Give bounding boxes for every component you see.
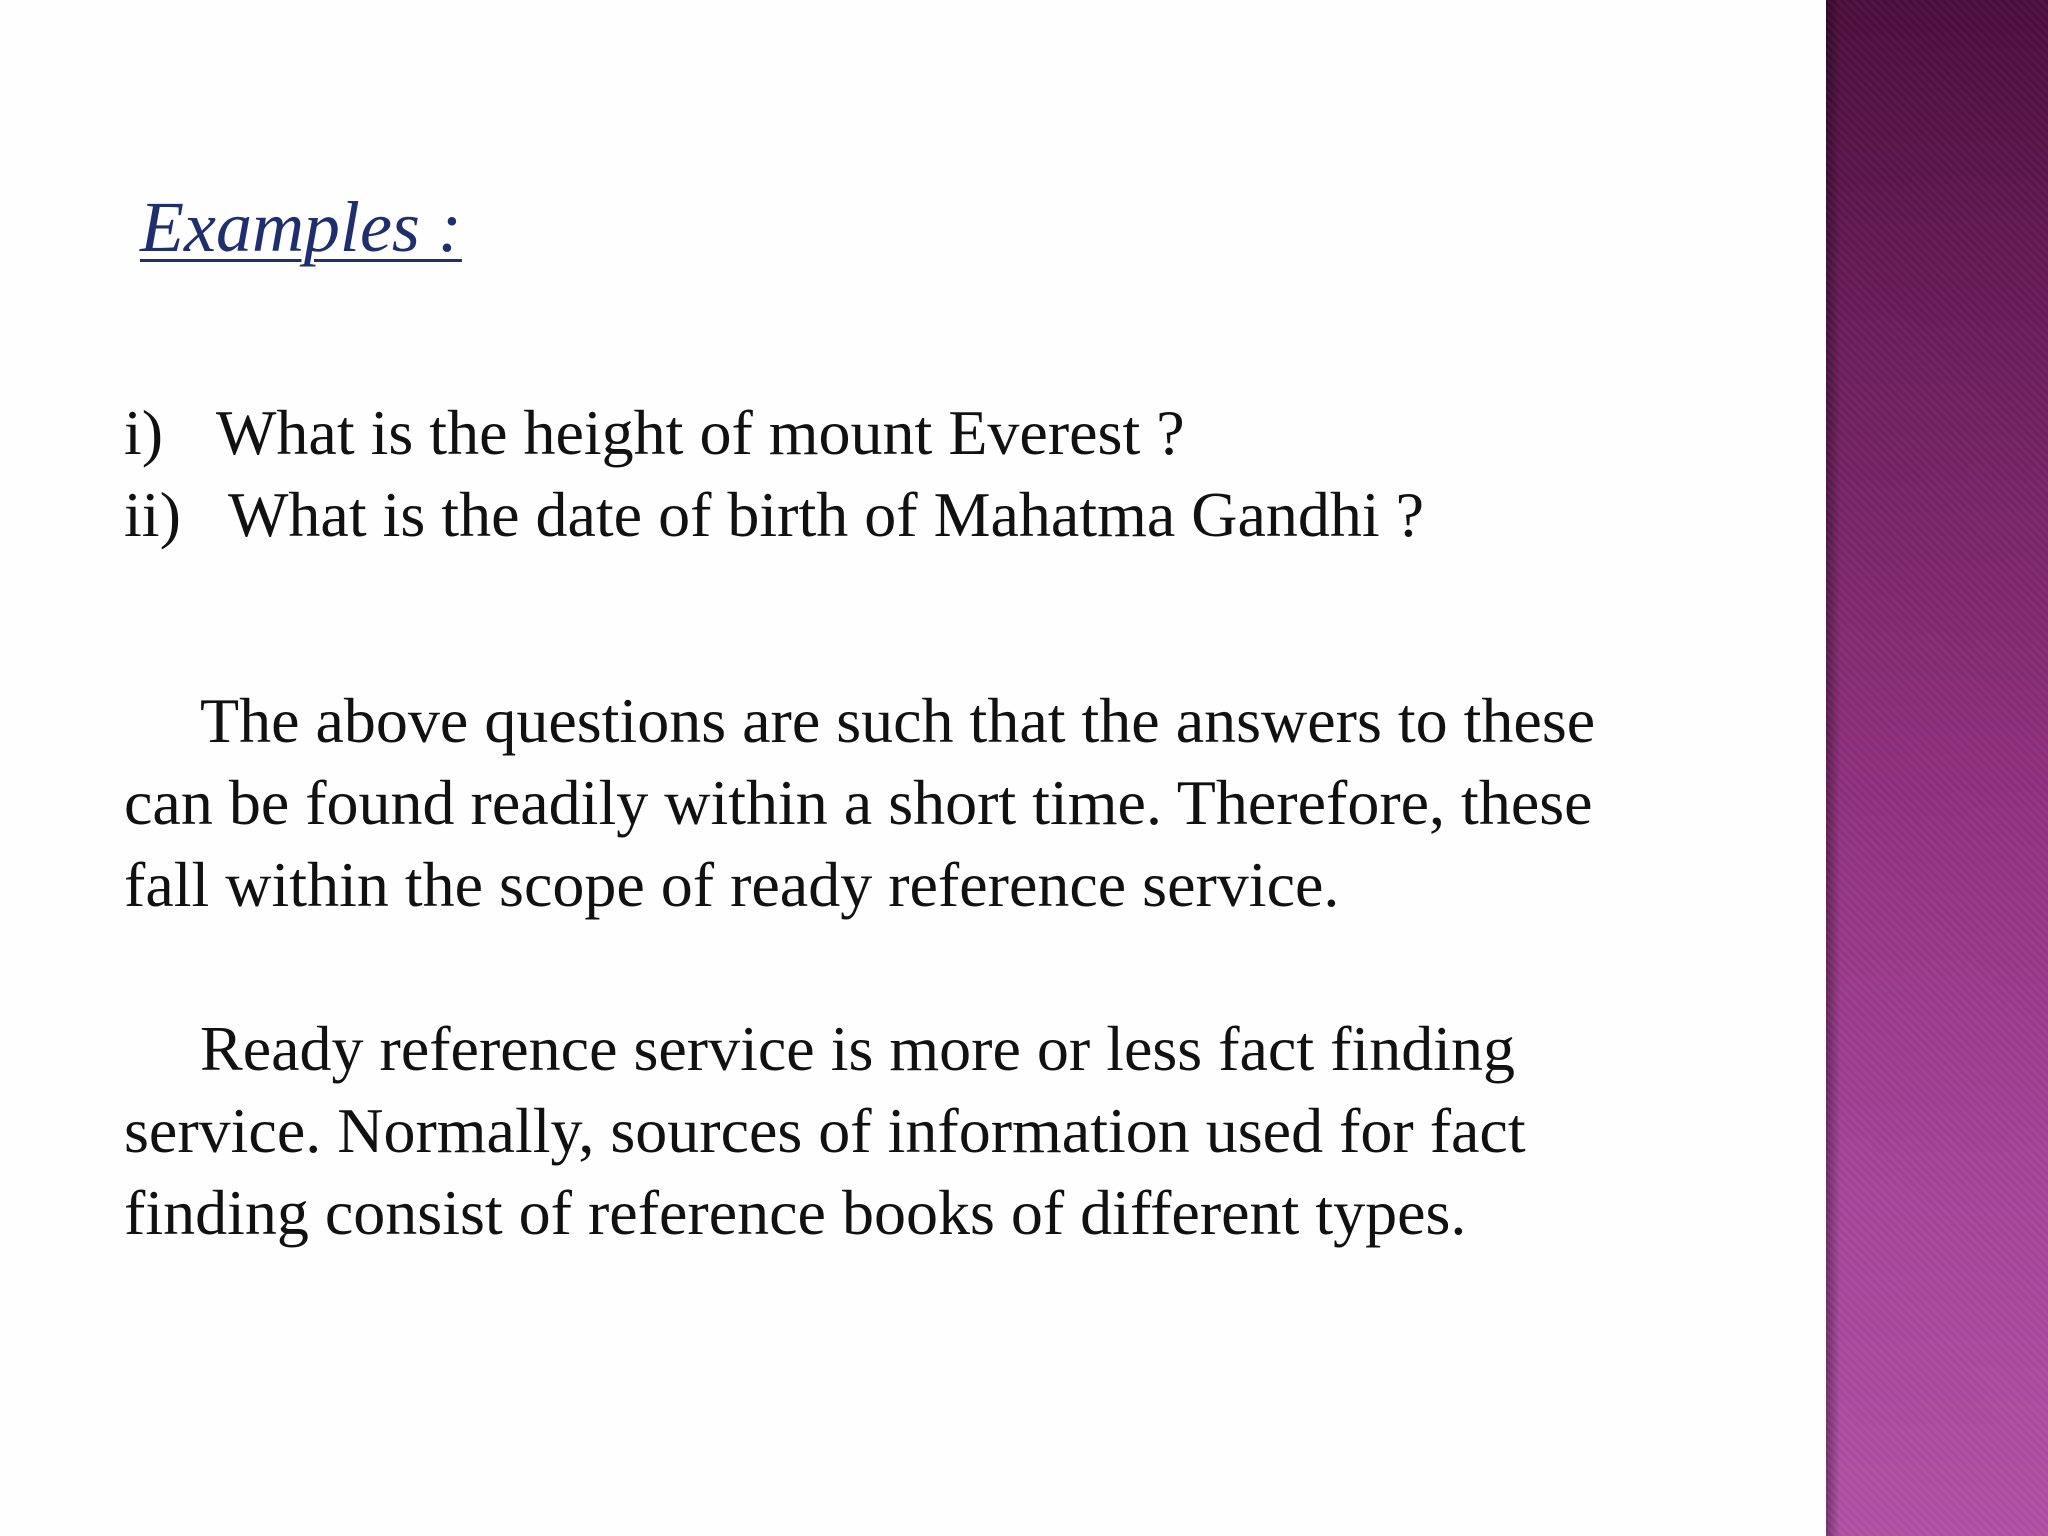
paragraph-line: finding consist of reference books of different types.: [124, 1177, 1467, 1248]
list-item-text: What is the date of birth of Mahatma Gandhi ?: [228, 479, 1425, 550]
paragraph-line: service. Normally, sources of information used for fact: [124, 1095, 1526, 1166]
list-item-text: What is the height of mount Everest ?: [216, 397, 1185, 468]
decorative-side-band: [1826, 0, 2048, 1536]
paragraph-line: The above questions are such that the answers to these: [200, 685, 1596, 756]
paragraph-fact-finding: [124, 1008, 1724, 1254]
list-item-marker: ii): [124, 479, 181, 550]
list-item-marker: i): [124, 397, 164, 468]
paragraph-ready-reference-scope: [124, 680, 1724, 926]
paragraph-line: can be found readily within a short time. Therefore, these: [124, 767, 1593, 838]
examples-list: [124, 392, 1424, 556]
list-item: [124, 474, 1424, 556]
paragraph-line: fall within the scope of ready reference service.: [124, 849, 1340, 920]
slide-title: Examples :: [140, 187, 462, 267]
paragraph-line: Ready reference service is more or less fact finding: [200, 1013, 1515, 1084]
list-item: [124, 392, 1424, 474]
